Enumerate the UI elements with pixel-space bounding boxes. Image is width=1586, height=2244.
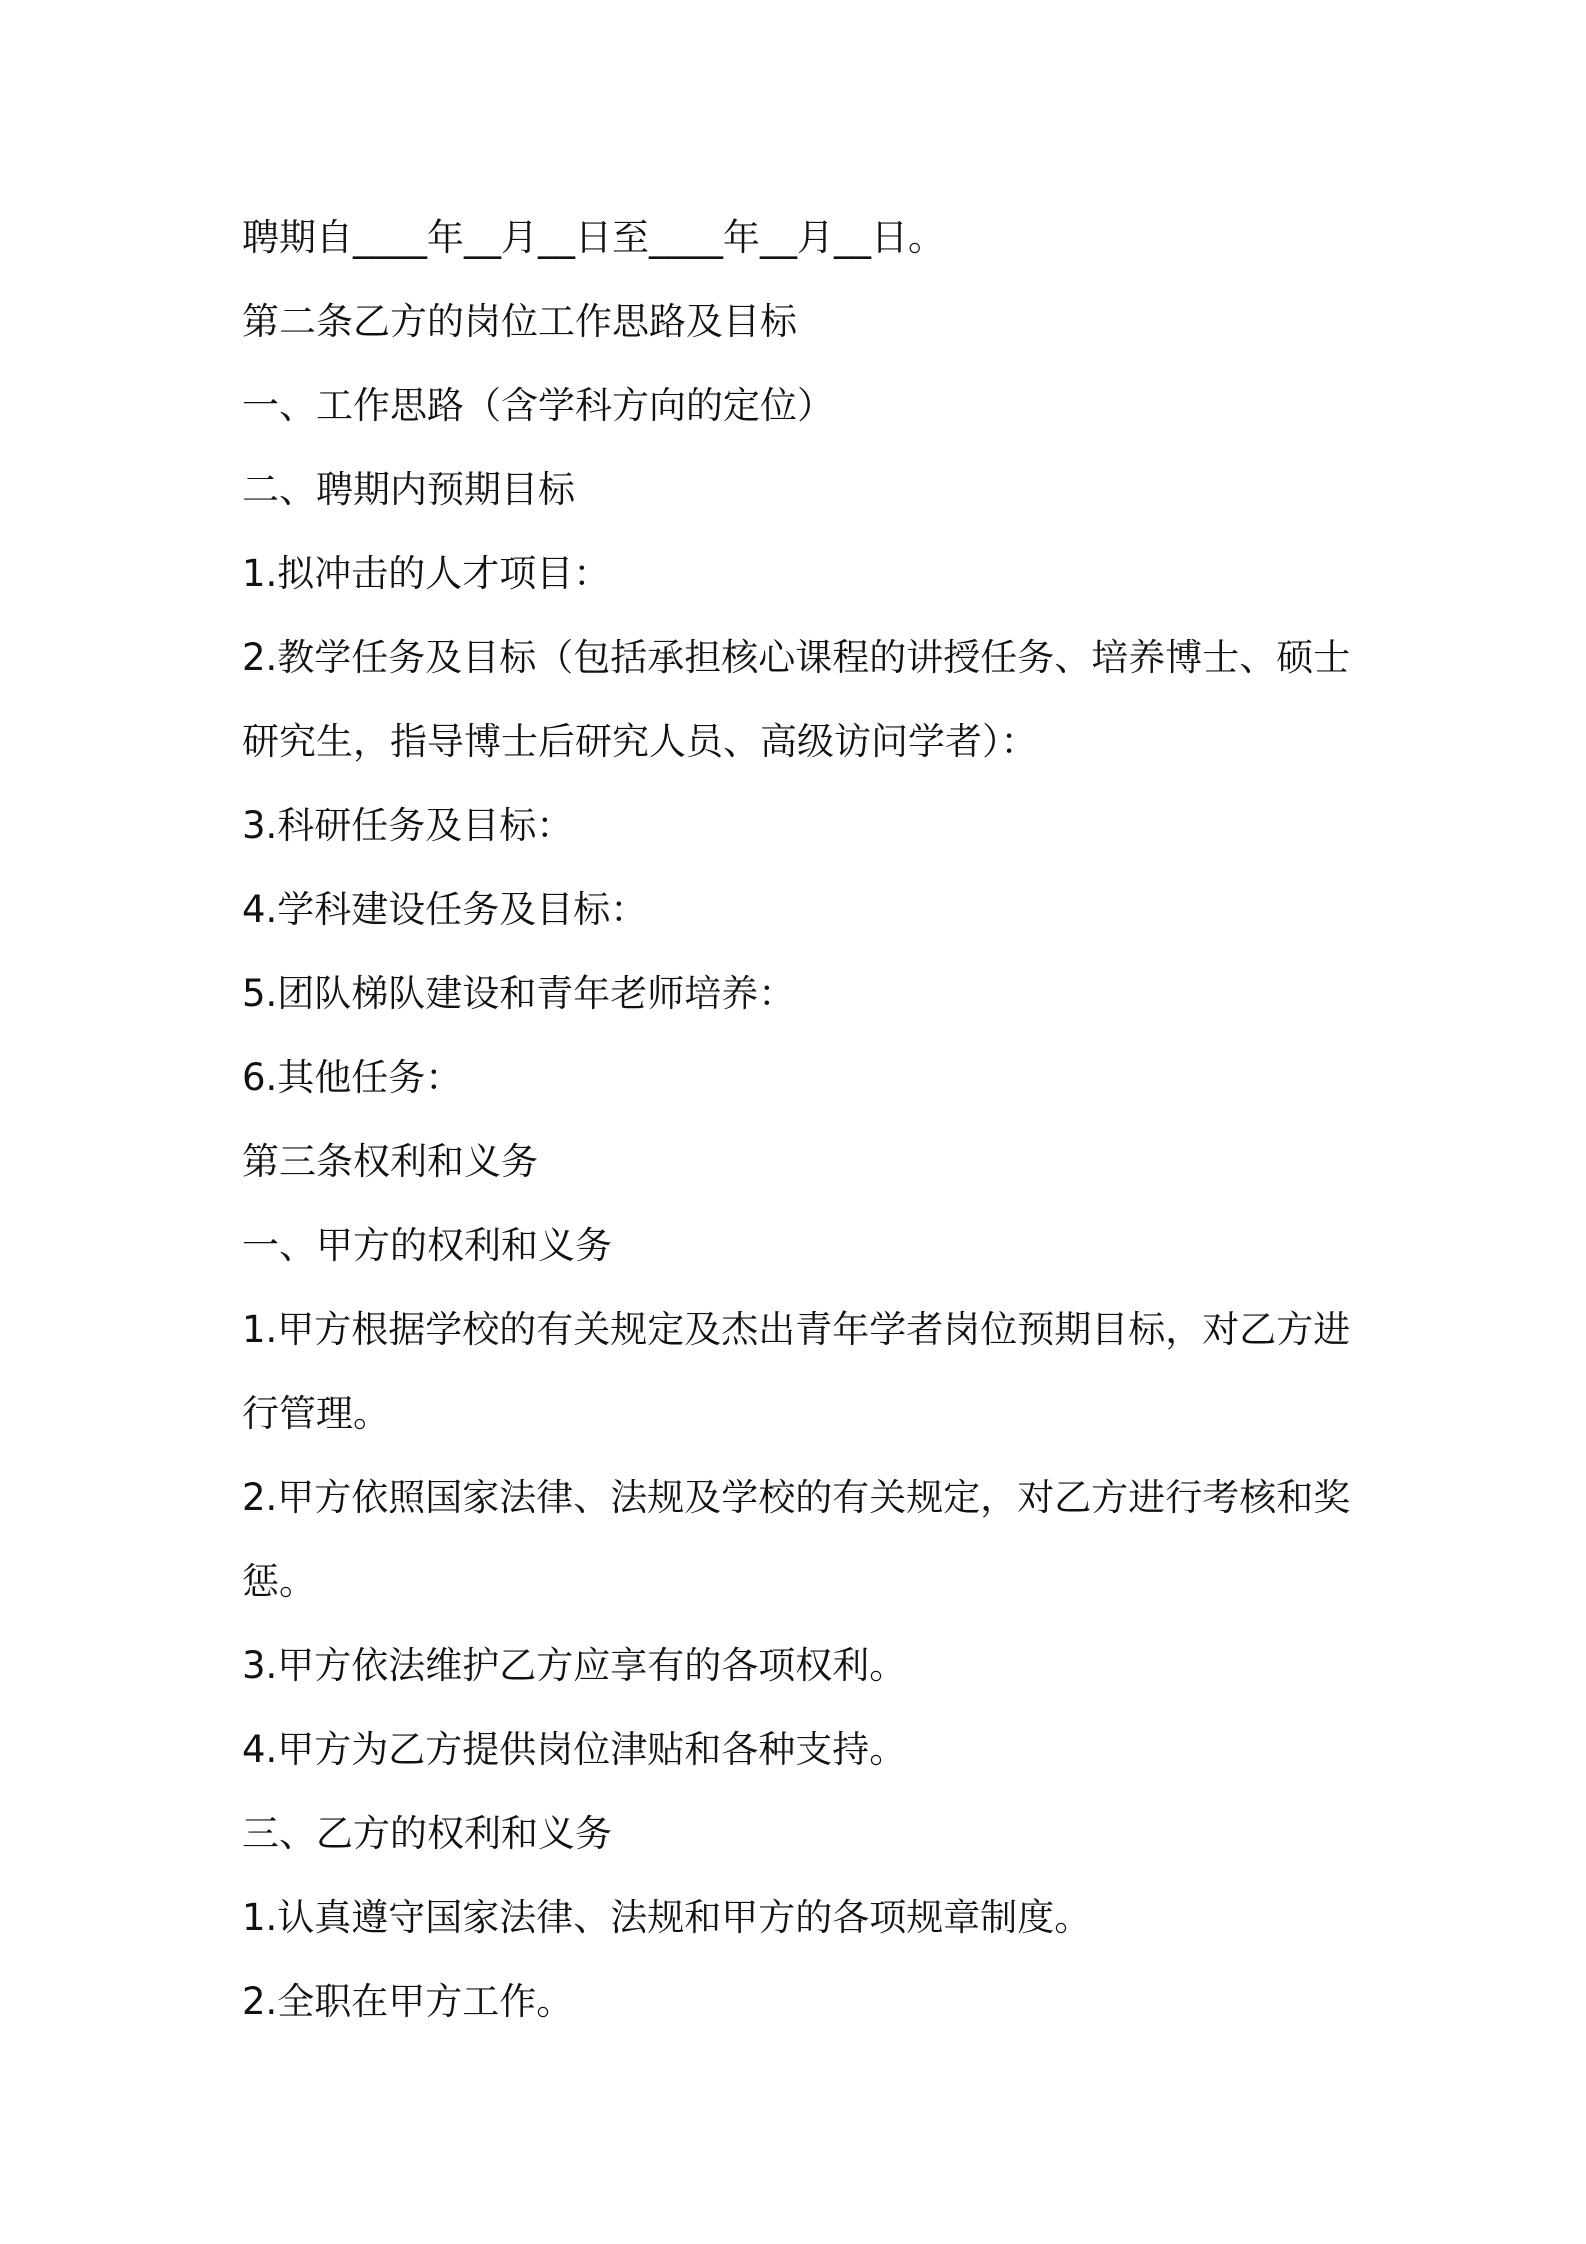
party-a-item-2: 2.甲方依照国家法律、法规及学校的有关规定，对乙方进行考核和奖	[242, 1476, 1351, 1519]
section-expected-goals-heading: 二、聘期内预期目标	[242, 468, 575, 511]
party-a-item-4: 4.甲方为乙方提供岗位津贴和各种支持。	[242, 1728, 907, 1771]
section-work-ideas-heading: 一、工作思路（含学科方向的定位）	[242, 384, 834, 427]
goal-item-2-continued: 研究生，指导博士后研究人员、高级访问学者）：	[242, 720, 1038, 763]
appointment-period-line: 聘期自____年__月__日至____年__月__日。	[242, 216, 945, 259]
party-a-rights-heading: 一、甲方的权利和义务	[242, 1224, 612, 1267]
goal-item-3: 3.科研任务及目标：	[242, 804, 574, 847]
goal-item-1: 1.拟冲击的人才项目：	[242, 552, 611, 595]
party-a-item-3: 3.甲方依法维护乙方应享有的各项权利。	[242, 1644, 907, 1687]
goal-item-6: 6.其他任务：	[242, 1056, 463, 1099]
goal-item-4: 4.学科建设任务及目标：	[242, 888, 648, 931]
goal-item-5: 5.团队梯队建设和青年老师培养：	[242, 972, 796, 1015]
party-a-item-1-continued: 行管理。	[242, 1392, 390, 1435]
party-b-item-1: 1.认真遵守国家法律、法规和甲方的各项规章制度。	[242, 1896, 1092, 1939]
party-a-item-2-continued: 惩。	[242, 1560, 316, 1603]
goal-item-2: 2.教学任务及目标（包括承担核心课程的讲授任务、培养博士、硕士	[242, 636, 1351, 679]
article-3-heading: 第三条权利和义务	[242, 1140, 538, 1183]
party-a-item-1: 1.甲方根据学校的有关规定及杰出青年学者岗位预期目标，对乙方进	[242, 1308, 1351, 1351]
document-body	[242, 196, 1372, 2044]
party-b-item-2: 2.全职在甲方工作。	[242, 1980, 574, 2023]
article-2-heading: 第二条乙方的岗位工作思路及目标	[242, 300, 797, 343]
party-b-rights-heading: 三、乙方的权利和义务	[242, 1812, 612, 1855]
